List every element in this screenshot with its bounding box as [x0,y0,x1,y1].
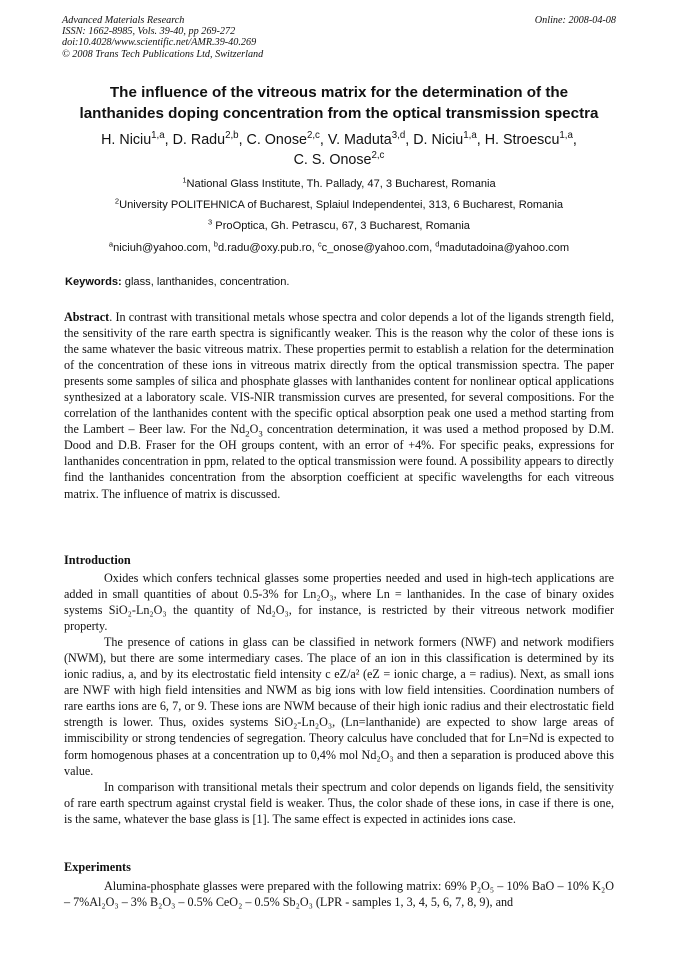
author-name: D. Niciu [413,132,464,148]
affiliation-2 [30,198,648,212]
email-mark: d [435,239,440,249]
author-name: V. Maduta [327,132,392,148]
abstract-label: Abstract [64,310,110,324]
author-affiliation-mark: 1,a [559,130,573,142]
affiliation-mark: 3 [208,217,213,227]
experiments-paragraph-1: Alumina-phosphate glasses were prepared with the following matrix: 69% P₂O₅ – 10% BaO – 10% K₂O – 7%Al₂O₃ – 3% B₂O₃ – 0.5% CeO₂ – 0.5% Sb₂O₃ (LPR - samples 1, 3, 4, 5, 6, 7, 8, 9), and [64,879,614,910]
author-name: D. Radu [172,132,226,148]
online-date: Online: 2008-04-08 [534,15,616,26]
author-affiliation-mark: 2,c [371,150,385,162]
author-name: H. Stroescu [484,132,560,148]
affiliation-text: University POLITEHNICA of Bucharest, Splaiul Independentei, 313, 6 Bucharest, Romania [119,199,564,211]
email-link[interactable]: d.radu@oxy.pub.ro, [217,242,318,254]
affiliation-3 [30,219,648,233]
introduction-body [64,570,614,827]
title-line-1: The influence of the vitreous matrix for the determination of the [109,84,569,101]
author-name: H. Niciu [101,132,152,148]
keywords-line [65,275,625,289]
affiliation-text: ProOptica, Gh. Petrascu, 67, 3 Bucharest, Romania [212,220,470,232]
experiments-heading: Experiments [64,860,131,874]
author-affiliation-mark: 2,c [306,130,320,142]
intro-paragraph-1: Oxides which confers technical glasses some properties needed and used in high-tech applications are added in small quantities of about 0.5-3% for Ln₂O₃, where Ln = lanthanides. In the case of binary oxides systems SiO₂-Ln₂O₃ the quantity of Nd₂O₃, for instance, is restricted by their vitreous network modifier property. [64,571,614,634]
author-affiliation-mark: 1,a [151,130,165,142]
intro-paragraph-2: The presence of cations in glass can be classified in network formers (NWF) and network modifiers (NWM), but there are some intermediary cases. The place of an ion in this classification is determined by its ionic radius, a, and by its electrostatic field intensity c eZ/a² (eZ = ionic charge, a = radius). Next, as small ions are NWF with high field intensities and NWM as big ions with low field intensities. Coordination numbers of rare earths ions are 6, 7, or 9. These ions are NWM because of their high ionic radius and their electrostatic field strength is lower. Thus, oxides systems SiO₂-Ln₂O₃, (Ln=lanthanide) are expected to show large areas of immiscibility or strong tendencies of segregation. Theory calculus have concluded that for Ln=Nd is expected to form homogenous phases at a concentration up to 0,4% mol Nd₂O₃ and then a separation is produced above this value. [64,635,614,778]
abstract-text-1: . In contrast with transitional metals whose spectra and color depends a lot of the ligands strength field, the sensitivity of the rare earth spectra is significantly weaker. This is the reason why the color of these ions is the same whatever the basic vitreous matrix. These properties permit to establish a relation for the determination of the concentration of these ions in vitreous matrix directly from the optical transmission spectra. The paper presents some samples of silica and phosphate glasses with lanthanides content for nonlinear optical applications synthesized at a laboratory scale. VIS-NIR transmission curves are presented, for several compositions. For the correlation of the lanthanides content with the specific optical absorption peak one used a method starting from the Lambert – Beer law. For the Nd [64,310,614,437]
author-list: H. Niciu$^{1,a}$, D. Radu$^{2,b}$, C. Onose$^{2,c}$, V. Maduta$^{3,d}$, D. Niciu$^{1,a}$, H. Stroescu$^{1,a}$, C. S. Onose$^{2,c}$ [101,130,577,168]
author-emails [30,241,648,255]
email-mark: c [317,239,322,249]
author-affiliation-mark: 1,a [463,130,477,142]
affiliation-text: National Glass Institute, Th. Pallady, 47, 3 Bucharest, Romania [186,178,496,190]
affiliation-1 [30,177,648,191]
author-name: C. Onose [246,132,307,148]
journal-header [62,15,616,60]
email-link[interactable]: c_onose@yahoo.com, [321,242,436,254]
paper-title [40,82,638,124]
abstract-paragraph: Abstract. In contrast with transitional metals whose spectra and color depends a lot of the ligands strength field, the sensitivity of the rare earth spectra is significantly weaker. This is the reason why the color of these ions is the same whatever the basic vitreous matrix. These properties permit to establish a relation for the determination of the concentration of these ions in vitreous matrix directly from the optical transmission spectra. The paper presents some samples of silica and phosphate glasses with lanthanides content for nonlinear optical applications synthesized at a laboratory scale. VIS-NIR transmission curves are presented, for several compositions. For the correlation of the lanthanides content with the specific optical absorption peak one used a method starting from the Lambert – Beer law. For the $Nd_2O_3$ concentration determination, it was used a method proposed by D.M. Dood and D.B. Fraser for the OH groups content, with an error of +4%. For specific peaks, expressions for lanthanides concentration in ppm, related to the optical transmission were found. A possibility appears to directly find the lanthanides concentration from the absorption coefficient at specific wavelengths for each vitreous matrix. The influence of matrix is discussed. [64,310,614,501]
doi-line: doi:10.4028/www.scientific.net/AMR.39-40.269 [62,37,257,49]
affiliation-mark: 2 [114,196,120,206]
email-mark: a [108,239,114,249]
experiments-body [64,878,614,910]
email-mark: b [213,239,218,249]
abstract-text-2: O [249,422,259,437]
abstract-text-3: concentration determination, it was used a method proposed by D.M. Dood and D.B. Fraser for the OH groups content, with an error of +4%. For specific peaks, expressions for lanthanides concentration in ppm, related to the optical transmission were found. A possibility appears to directly find the lanthanides concentration from the absorption coefficient at specific wavelengths for each vitreous matrix. The influence of matrix is discussed. [64,422,614,501]
email-link[interactable]: madutadoina@yahoo.com [439,242,570,254]
author-name: C. S. Onose [293,152,372,168]
affiliation-mark: 1 [182,175,187,185]
keywords-text: glass, lanthanides, concentration. [121,276,290,288]
copyright-line: © 2008 Trans Tech Publications Ltd, Switzerland [62,48,264,60]
issn-line: ISSN: 1662-8985, Vols. 39-40, pp 269-272 [62,26,236,38]
author-affiliation-mark: 2,b [225,130,239,142]
keywords-label: Keywords: [65,276,122,288]
title-line-2: lanthanides doping concentration from the optical transmission spectra [79,105,599,122]
introduction-heading: Introduction [64,553,131,567]
email-link[interactable]: niciuh@yahoo.com, [113,242,214,254]
journal-name: Advanced Materials Research [62,15,185,26]
intro-paragraph-3: In comparison with transitional metals their spectrum and color depends on ligands field, the sensitivity of rare earth spectrum against crystal field is weaker. Thus, the color shade of these ions, in case if there is one, is the same, whatever the base glass is [1]. The same effect is expected in actinides ions case. [64,779,614,826]
author-affiliation-mark: 3,d [391,130,406,142]
